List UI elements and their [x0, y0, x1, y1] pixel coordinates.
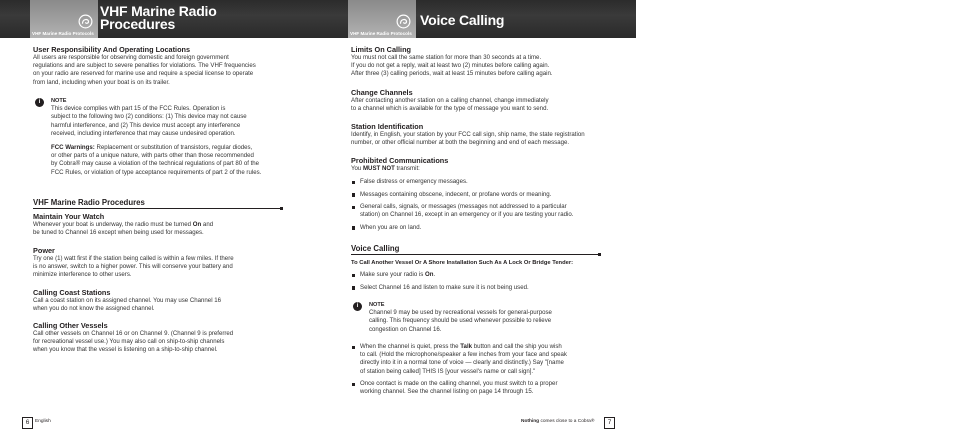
station-id-line: Identify, in English, your station by your FCC call sign, ship name, the state registration — [351, 131, 585, 138]
user-resp-line: from land, including when your boat is on its trailer. — [33, 78, 170, 86]
fcc-warning-line: or other parts of a unique nature, with parts other than those recommended — [51, 152, 254, 160]
watch-line: be tuned to Channel 16 except when being used for messages. — [33, 229, 204, 237]
power-line: is no answer, switch to a higher power. This will conserve your battery and — [33, 263, 233, 271]
power-line: Try one (1) watt first if the station being called is within a few miles. If there — [33, 255, 234, 262]
voice-calling-steps — [351, 259, 633, 296]
limits-heading: Limits On Calling — [351, 45, 411, 54]
voice-calling-section-head — [351, 245, 631, 255]
other-line: Call other vessels on Channel 16 or on Channel 9. (Channel 9 is preferred — [33, 330, 234, 337]
left-header-bar — [0, 0, 318, 38]
note-line: congestion on Channel 16. — [369, 325, 442, 333]
station-id-line: number, or other official number at both the beginning and end of each message. — [351, 139, 570, 147]
other-line: when you know that the vessel is listening on a ship-to-ship channel. — [33, 346, 218, 354]
other-vessels-heading: Calling Other Vessels — [33, 321, 108, 330]
power-heading: Power — [33, 246, 55, 255]
left-footer: English — [35, 419, 51, 424]
power-section — [33, 246, 313, 280]
note-line: subject to the following two (2) conditions: (1) This device may not cause — [51, 113, 247, 121]
prohibited-heading: Prohibited Communications — [351, 156, 449, 165]
channel9-note — [369, 301, 631, 334]
fcc-warning-line: FCC Warnings: Replacement or substitution of transistors, regular diodes, — [51, 144, 253, 152]
right-page-number: 7 — [604, 417, 615, 429]
other-line: for recreational vessel use.) You may also call on ship-to-ship channels — [33, 338, 225, 346]
list-item: Make sure your radio is On. — [351, 271, 633, 279]
left-page-title — [100, 5, 217, 31]
fcc-warning-line: by Cobra® may cause a violation of the technical regulations of part 80 of the — [51, 160, 260, 168]
fcc-warning-line: FCC Rules, or violation of type acceptance requirements of part 2 of the rules. — [51, 168, 262, 176]
prohibited-intro: You MUST NOT transmit: — [351, 165, 420, 172]
list-item: False distress or emergency messages. — [351, 178, 633, 186]
cobra-logo-icon — [396, 14, 411, 29]
limits-line: After three (3) calling periods, wait at least 15 minutes before calling again. — [351, 70, 553, 78]
prohibited-section — [351, 156, 633, 236]
station-id-heading: Station Identification — [351, 122, 424, 131]
note-line: harmful interference, and (2) This device must accept any interference — [51, 121, 241, 129]
user-resp-line: All users are responsible for observing domestic and foreign government — [33, 54, 229, 61]
watch-line: Whenever your boat is underway, the radio must be turned On and — [33, 221, 214, 228]
procedures-heading: VHF Marine Radio Procedures — [33, 199, 281, 209]
limits-line: You must not call the same station for more than 30 seconds at a time. — [351, 54, 542, 61]
voice-calling-steps-continued — [351, 343, 633, 401]
right-header-bar — [318, 0, 636, 38]
fcc-warning-label: FCC Warnings: — [51, 144, 95, 152]
list-item: When the channel is quiet, press the Talk button and call the ship you wish to call. (Hold the microphone/speaker a few inches from your face and speak directly into it in a normal tone of voice — clearly and distinctly.) Say "[name of station being called] THIS IS [your vessel's name or call sign]." — [351, 343, 633, 376]
list-item: Once contact is made on the calling channel, you must switch to a proper working channel. See the channel listing on page 14 through 15. — [351, 380, 633, 396]
left-title-line1: VHF Marine Radio — [100, 3, 217, 19]
coast-line: Call a coast station on its assigned channel. You may use Channel 16 — [33, 297, 222, 304]
user-responsibility-section — [33, 45, 313, 87]
shore-heading: To Call Another Vessel Or A Shore Installation Such As A Lock Or Bridge Tender: — [351, 260, 574, 266]
steps-list — [351, 271, 633, 292]
list-item: Messages containing obscene, indecent, or profane words or meaning. — [351, 191, 633, 199]
coast-stations-section — [33, 288, 313, 313]
note-line: calling. This frequency should be used whenever possible to relieve — [369, 317, 552, 325]
limits-section — [351, 45, 631, 79]
fcc-note — [51, 97, 313, 177]
user-responsibility-heading: User Responsibility And Operating Locations — [33, 45, 191, 54]
left-header-tab-label: VHF Marine Radio Protocols — [32, 31, 94, 36]
voice-calling-heading: Voice Calling — [351, 245, 599, 255]
user-resp-line: regulations and are subject to severe penalties for violations. The VHF frequencies — [33, 62, 256, 70]
user-resp-line: on your radio are reserved for marine use and require a special license to operate — [33, 70, 254, 78]
station-id-section — [351, 122, 633, 147]
list-item-continued: station) on Channel 16, except in an emergency or if you are testing your radio. — [360, 211, 574, 219]
note-line: This device complies with part 15 of the FCC Rules. Operation is — [51, 105, 226, 113]
prohibited-list — [351, 178, 633, 232]
note-icon: i — [353, 302, 362, 311]
change-line: to a channel which is available for the type of message you want to send. — [351, 105, 549, 113]
left-page — [0, 0, 318, 446]
limits-line: If you do not get a reply, wait at least two (2) minutes before calling again. — [351, 62, 550, 70]
right-footer: Nothing comes close to a Cobra® — [521, 419, 595, 424]
procedures-section — [33, 199, 313, 209]
left-title-line2: Procedures — [100, 16, 176, 32]
power-line: minimize interference to other users. — [33, 271, 132, 279]
note-icon: i — [35, 98, 44, 107]
right-header-tab-label: VHF Marine Radio Protocols — [350, 31, 412, 36]
change-channels-section — [351, 88, 631, 113]
coast-stations-heading: Calling Coast Stations — [33, 288, 111, 297]
steps-list — [351, 343, 633, 397]
coast-line: when you do not know the assigned channel. — [33, 305, 155, 313]
right-page-title: Voice Calling — [420, 12, 505, 28]
list-item: General calls, signals, or messages (messages not addressed to a particular — [351, 203, 633, 211]
change-line: After contacting another station on a calling channel, change immediately — [351, 97, 549, 104]
maintain-watch-section — [33, 212, 313, 237]
note-line: Channel 9 may be used by recreational vessels for general-purpose — [369, 309, 552, 317]
list-item: When you are on land. — [351, 224, 633, 232]
maintain-watch-heading: Maintain Your Watch — [33, 212, 105, 221]
note-label: NOTE — [51, 98, 67, 104]
other-vessels-section — [33, 321, 313, 355]
note-line: received, including interference that may cause undesired operation. — [51, 129, 236, 137]
left-page-number: 6 — [22, 417, 33, 429]
right-page — [318, 0, 636, 446]
note-label: NOTE — [369, 302, 385, 308]
list-item: Select Channel 16 and listen to make sure it is not being used. — [351, 284, 633, 292]
cobra-logo-icon — [78, 14, 93, 29]
change-channels-heading: Change Channels — [351, 88, 413, 97]
